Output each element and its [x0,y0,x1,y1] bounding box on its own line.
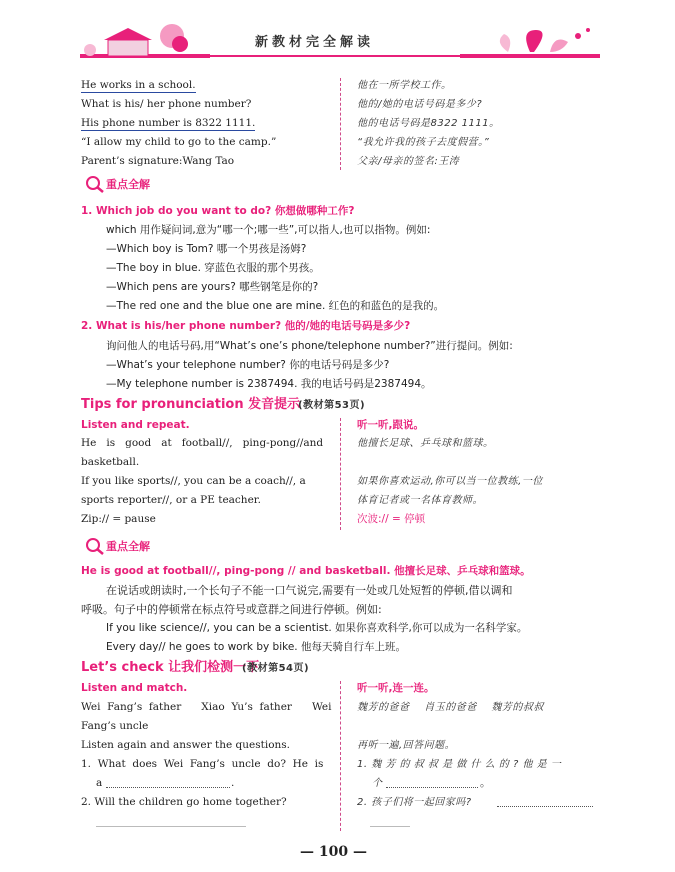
tips-left-line: He is good at football//, ping-pong//and [81,437,324,449]
answer-blank[interactable] [370,826,410,827]
check-q1-right: 1. 魏 芳 的 叔 叔 是 做 什 么 的 ? 他 是 一 [357,759,562,770]
section-label: 重点全解 [106,178,150,191]
section2-line: 在说话或朗读时,一个长句子不能一口气说完,需要有一处或几处短暂的停顿,借以调和 [106,584,513,597]
tips-right-line: 如果你喜欢运动,你可以当一位教练,一位 [357,476,543,487]
tips-left-line: sports reporter//, or a PE teacher. [81,494,261,506]
top-row-cn: 他的/她的电话号码是多少? [357,99,483,110]
section2-heading: He is good at football//, ping-pong // and basketball. 他擅长足球、乒乓球和篮球。 [81,565,531,577]
top-row-en: “I allow my child to go to the camp.” [81,136,277,148]
section1-line: —Which boy is Tom? 哪一个男孩是汤姆? [106,243,307,255]
column-divider-check [340,681,341,831]
top-row-cn: 他的电话号码是8322 1111。 [357,118,500,129]
check-left-heading: Listen and match. [81,682,188,694]
tips-right-line: 他擅长足球、乒乓球和篮球。 [357,438,494,449]
section1-heading-2: 2. What is his/her phone number? 他的/她的电话号码是多少? [81,320,411,332]
check-left-names: Wei Fang’s father Xiao Yu’s father Wei [81,701,332,713]
check-right-heading: 听一听,连一连。 [357,682,435,694]
tips-left-zip: Zip:// = pause [81,513,156,525]
answer-blank[interactable] [386,787,478,788]
top-row-cn: 父亲/母亲的签名:王涛 [357,156,460,167]
top-row-en: He works in a school. [81,79,196,91]
answer-blank[interactable] [497,806,593,807]
section1-line: —The red one and the blue one are mine. 红色的和蓝色的是我的。 [106,300,445,312]
check-left-names2: Fang’s uncle [81,720,149,732]
magnifier-icon [84,175,106,193]
top-row-en: Parent’s signature:Wang Tao [81,155,235,167]
check-q2-right: 2. 孩子们将一起回家吗? [357,797,472,808]
check-q1-left: 1. What does Wei Fang’s uncle do? He is [81,758,324,770]
check-q2-left: 2. Will the children go home together? [81,796,287,808]
top-row-en: His phone number is 8322 1111. [81,117,256,129]
header-banner [80,22,600,70]
section2-line: If you like science//, you can be a scientist. 如果你喜欢科学,你可以成为一名科学家。 [106,622,528,634]
magnifier-icon [84,537,106,555]
answer-period: . [231,777,235,789]
answer-blank[interactable] [96,826,246,827]
tips-left-line: If you like sports//, you can be a coach//, a [81,475,306,487]
check-ref: (教材第54页) [242,663,310,674]
answer-period: 。 [480,777,491,789]
tips-right-zip: 次波:// = 停顿 [357,513,426,525]
check-right-names: 魏芳的爸爸 肖玉的爸爸 魏芳的叔叔 [357,702,544,713]
tips-right-line: 体育记者或一名体育教师。 [357,495,483,506]
top-row-en: What is his/ her phone number? [81,98,252,110]
section1-line: —Which pens are yours? 哪些钢笔是你的? [106,281,319,293]
section1-line: —The boy in blue. 穿蓝色衣服的那个男孩。 [106,262,320,274]
section-label: 重点全解 [106,540,150,553]
page-number: — 100 — [300,844,367,860]
tips-ref: (教材第53页) [298,400,366,411]
section1-heading-1: 1. Which job do you want to do? 你想做哪种工作? [81,205,355,217]
column-divider-tips [340,418,341,530]
top-row-cn: “我允许我的孩子去度假营。” [357,137,490,148]
check-right-listen: 再听一遍,回答问题。 [357,740,456,751]
column-divider-top [340,78,341,170]
section2-line: 呼吸。句子中的停顿常在标点符号或意群之间进行停顿。例如: [81,603,382,616]
check-left-listen: Listen again and answer the questions. [81,739,291,751]
header-title: 新教材完全解读 [255,35,375,50]
check-title: Let’s check 让我们检测一下 [81,660,260,675]
answer-blank[interactable] [106,787,230,788]
section1-line: —My telephone number is 2387494. 我的电话号码是2387494。 [106,378,432,390]
section1-line: which 用作疑问词,意为“哪一个;哪一些”,可以指人,也可以指物。例如: [106,224,431,236]
check-q1-right2: 个 [372,778,383,789]
section1-line: 询问他人的电话号码,用“What’s one’s phone/telephone number?”进行提问。例如: [106,340,513,352]
section1-line: —What’s your telephone number? 你的电话号码是多少? [106,359,390,371]
tips-title: Tips for pronunciation 发音提示 [81,397,301,412]
check-q1-left2: a [96,777,103,789]
tips-right-heading: 听一听,跟说。 [357,419,424,431]
top-row-cn: 他在一所学校工作。 [357,80,452,91]
section2-line: Every day// he goes to work by bike. 他每天骑自行车上班。 [106,641,406,653]
tips-left-line: basketball. [81,456,140,468]
tips-left-heading: Listen and repeat. [81,419,190,431]
